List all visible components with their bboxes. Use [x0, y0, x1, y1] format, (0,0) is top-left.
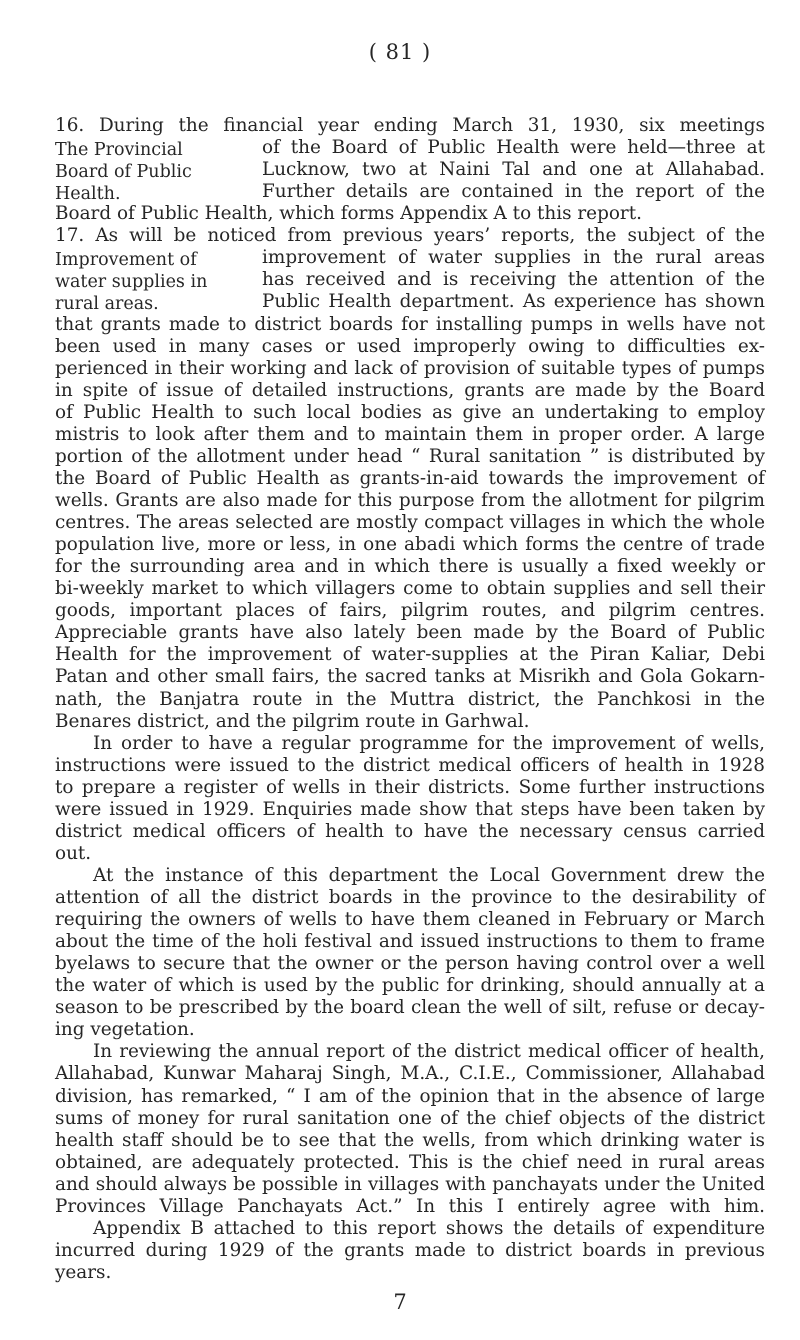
- body-line: the water of which is used by the public for drinking, should annually at a: [55, 975, 765, 996]
- body-line: sums of money for rural sanitation one of the chief objects of the district: [55, 1108, 765, 1129]
- body-line: Provinces Village Panchayats Act.” In this I entirely agree with him.: [55, 1196, 765, 1217]
- body-line: out.: [55, 843, 92, 864]
- body-line: population live, more or less, in one abadi which forms the centre of trade: [55, 534, 765, 555]
- body-line: obtained, are adequately protected. This is the chief need in rural areas: [55, 1152, 765, 1173]
- body-line: health staff should be to see that the wells, from which drinking water is: [55, 1130, 765, 1151]
- body-line: division, has remarked, “ I am of the opinion that in the absence of large: [55, 1086, 765, 1107]
- body-line: were issued in 1929. Enquiries made show that steps have been taken by: [55, 799, 765, 820]
- section-16-first-line: 16. During the financial year ending March 31, 1930, six meetings: [55, 115, 765, 136]
- section-17-main-line: has received and is receiving the attention of the: [262, 269, 765, 290]
- body-line: Patan and other small fairs, the sacred tanks at Misrikh and Gola Gokarn-: [55, 666, 765, 687]
- section-17-main-line: improvement of water supplies in the rural areas: [262, 247, 765, 268]
- side-heading-board-3: Health.: [55, 184, 121, 204]
- body-line: that grants made to district boards for installing pumps in wells have not: [55, 314, 765, 335]
- section-17-first-line: 17. As will be noticed from previous years’ reports, the subject of the: [55, 225, 765, 246]
- body-line: Health for the improvement of water-supplies at the Piran Kaliar, Debi: [55, 644, 765, 665]
- body-line: district medical officers of health to have the necessary census carried: [55, 821, 765, 842]
- body-line: Appendix B attached to this report shows the details of expenditure: [93, 1218, 765, 1239]
- body-line: Allahabad, Kunwar Maharaj Singh, M.A., C.I.E., Commissioner, Allahabad: [55, 1063, 765, 1084]
- side-heading-water-1: Improvement of: [55, 250, 197, 270]
- body-line: mistris to look after them and to maintain them in proper order. A large: [55, 424, 765, 445]
- body-line: goods, important places of fairs, pilgrim routes, and pilgrim centres.: [55, 600, 765, 621]
- body-line: the Board of Public Health as grants-in-aid towards the improvement of: [55, 468, 765, 489]
- body-line: years.: [55, 1262, 112, 1283]
- section-16-main-line: Further details are contained in the report of the: [262, 181, 765, 202]
- body-line: wells. Grants are also made for this purpose from the allotment for pilgrim: [55, 490, 765, 511]
- body-line: ing vegetation.: [55, 1019, 195, 1040]
- body-line: bi-weekly market to which villagers come to obtain supplies and sell their: [55, 578, 765, 599]
- body-line: about the time of the holi festival and issued instructions to them to frame: [55, 931, 765, 952]
- body-line: for the surrounding area and in which there is usually a fixed weekly or: [55, 556, 765, 577]
- body-line: In reviewing the annual report of the district medical officer of health,: [93, 1041, 765, 1062]
- body-line: of Public Health to such local bodies as give an undertaking to employ: [55, 402, 765, 423]
- body-line: At the instance of this department the Local Government drew the: [93, 865, 765, 886]
- body-line: been used in many cases or used improperly owing to difficulties ex-: [55, 336, 765, 357]
- section-16-main-line: Lucknow, two at Naini Tal and one at Allahabad.: [262, 159, 765, 180]
- side-heading-board-2: Board of Public: [55, 162, 192, 182]
- section-17-main-line: Public Health department. As experience has shown: [262, 291, 765, 312]
- footer-number: 7: [393, 1290, 407, 1315]
- side-heading-water-2: water supplies in: [55, 272, 208, 292]
- body-line: to prepare a register of wells in their districts. Some further instructions: [55, 777, 765, 798]
- section-16-main-line: of the Board of Public Health were held—three at: [262, 137, 765, 158]
- body-line: nath, the Banjatra route in the Muttra district, the Panchkosi in the: [55, 689, 765, 710]
- body-line: byelaws to secure that the owner or the person having control over a well: [55, 953, 765, 974]
- body-line: perienced in their working and lack of provision of suitable types of pumps: [55, 358, 765, 379]
- section-16-last-line: Board of Public Health, which forms Appendix A to this report.: [55, 203, 642, 224]
- body-line: requiring the owners of wells to have them cleaned in February or March: [55, 909, 765, 930]
- side-heading-water-3: rural areas.: [55, 294, 159, 314]
- body-line: In order to have a regular programme for the improvement of wells,: [93, 733, 765, 754]
- body-line: season to be prescribed by the board clean the well of silt, refuse or decay-: [55, 997, 765, 1018]
- body-line: instructions were issued to the district medical officers of health in 1928: [55, 755, 765, 776]
- body-line: and should always be possible in villages with panchayats under the United: [55, 1174, 765, 1195]
- body-line: in spite of issue of detailed instructions, grants are made by the Board: [55, 380, 765, 401]
- body-line: Benares district, and the pilgrim route in Garhwal.: [55, 711, 530, 732]
- side-heading-board-1: The Provincial: [55, 140, 183, 160]
- body-line: centres. The areas selected are mostly compact villages in which the whole: [55, 512, 765, 533]
- body-line: incurred during 1929 of the grants made to district boards in previous: [55, 1240, 765, 1261]
- body-line: attention of all the district boards in the province to the desirability of: [55, 887, 765, 908]
- body-line: Appreciable grants have also lately been made by the Board of Public: [55, 622, 765, 643]
- page-number: ( 81 ): [368, 40, 432, 64]
- body-line: portion of the allotment under head “ Rural sanitation ” is distributed by: [55, 446, 765, 467]
